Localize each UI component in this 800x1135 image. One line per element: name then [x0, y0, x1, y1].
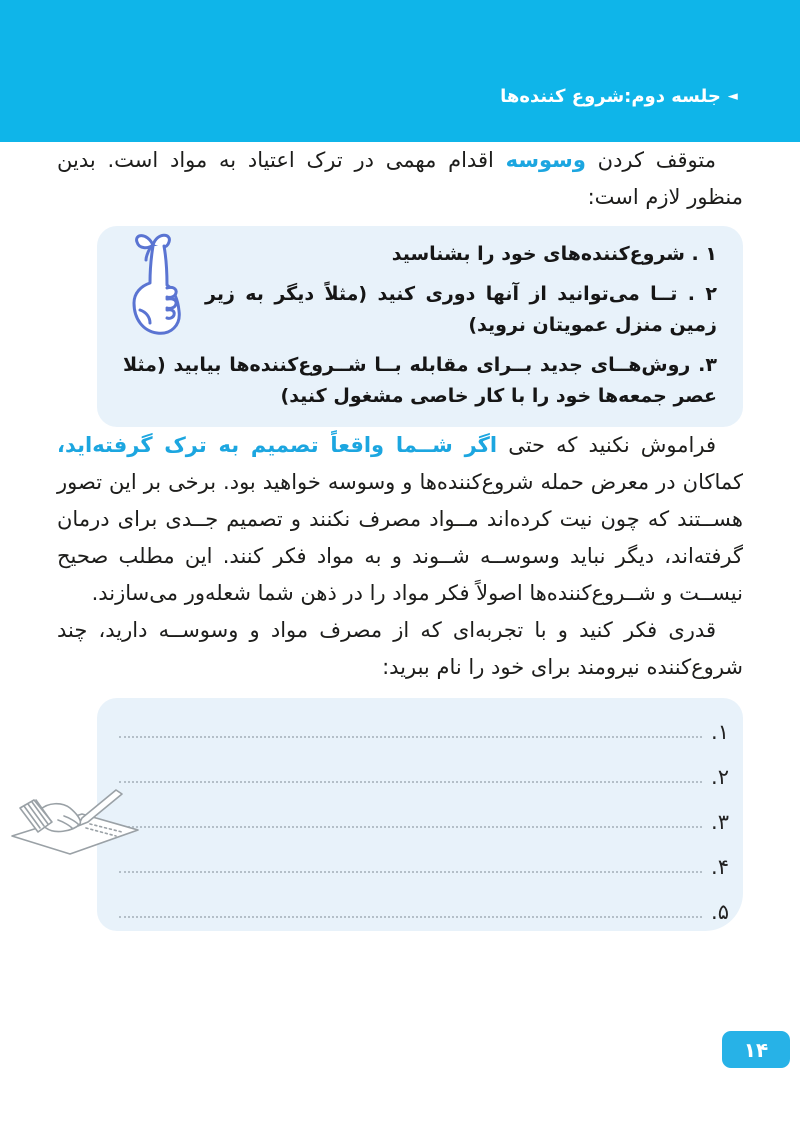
tip-item: ۲ . تــا می‌توانید از آنها دوری کنید (مثلاً دیگر به زیر زمین منزل عمویتان نروید) — [205, 283, 717, 336]
tips-box — [97, 226, 743, 427]
session-title-text: جلسه دوم:شروع کننده‌ها — [500, 86, 721, 107]
intro-text-before: متوقف کردن — [585, 148, 716, 172]
tip-item: ۳. روش‌هــای جدید بــرای مقابله بــا شــروع‌کننده‌ها بیابید (مثلا عصر جمعه‌ها خود را با کار خاصی مشغول کنید) — [123, 354, 717, 407]
intro-paragraph — [57, 142, 743, 216]
answer-number: ۲. — [711, 765, 729, 789]
reminder-finger-icon — [113, 228, 193, 344]
reminder-text-after: کماکان در معرض حمله شروع‌کننده‌ها و وسوسه خواهید بود. برخی بر این تصور هســتند که چون نیت کرده‌اند مــواد مصرف نکنند و تصمیم جــدی برای درمان گرفته‌اند، دیگر نباید وسوســه شــوند و به مواد فکر کنند. این مطلب صحیح نیســت و شــروع‌کننده‌ها اصولاً فکر مواد را در ذهن شما شعله‌ور می‌سازند. — [57, 470, 743, 605]
answer-dotted-line — [119, 916, 702, 918]
header-band — [0, 0, 800, 142]
answer-number: ۵. — [711, 900, 729, 924]
tip-item: ۱ . شروع‌کننده‌های خود را بشناسید — [391, 243, 717, 265]
answer-row — [115, 835, 729, 880]
answer-number: ۴. — [711, 855, 729, 879]
answer-dotted-line — [119, 736, 702, 738]
exercise-prompt: قدری فکر کنید و با تجربه‌ای که از مصرف مواد و وسوســه دارید، چند شروع‌کننده نیرومند برای خود را نام ببرید: — [57, 618, 743, 679]
reminder-text-before: فراموش نکنید که حتی — [497, 433, 716, 457]
session-title — [500, 86, 738, 107]
answer-row — [115, 745, 729, 790]
answer-row — [115, 790, 729, 835]
intro-text-after: اقدام مهمی در ترک اعتیاد به مواد است. بدین منظور لازم است: — [57, 148, 743, 209]
answer-row — [115, 880, 729, 925]
answer-dotted-line — [119, 781, 702, 783]
page-number-text: ۱۴ — [743, 1037, 769, 1062]
page-number-badge — [722, 1031, 790, 1068]
answer-number: ۱. — [711, 720, 729, 744]
session-arrow-icon: ◄ — [727, 89, 738, 104]
reminder-paragraph — [57, 427, 743, 612]
answer-number: ۳. — [711, 810, 729, 834]
reminder-accent-phrase: اگر شــما واقعاً تصمیم به ترک گرفته‌اید، — [57, 433, 498, 457]
answer-dotted-line — [119, 826, 702, 828]
writing-hand-icon — [4, 778, 144, 858]
answer-box — [97, 698, 743, 931]
answer-row — [115, 700, 729, 745]
answer-dotted-line — [119, 871, 702, 873]
intro-accent-word: وسوسه — [505, 148, 586, 172]
